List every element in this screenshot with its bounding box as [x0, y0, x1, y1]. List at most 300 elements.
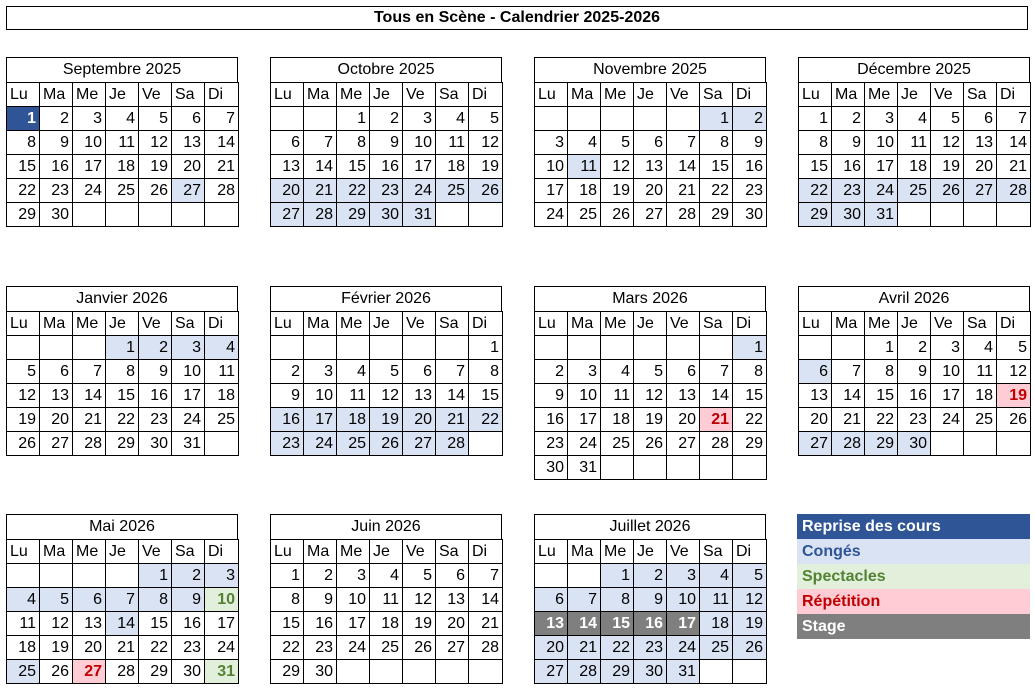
empty-cell: [172, 203, 205, 227]
day-cell: 28: [832, 432, 865, 456]
day-cell: 5: [931, 107, 964, 131]
day-cell: 19: [997, 384, 1031, 408]
day-cell: 25: [7, 660, 40, 684]
empty-cell: [73, 336, 106, 360]
empty-cell: [634, 456, 667, 480]
day-cell: 3: [865, 107, 898, 131]
day-cell: 20: [535, 636, 568, 660]
day-cell: 28: [667, 203, 700, 227]
day-cell: 28: [73, 432, 106, 456]
weekday-header: Sa: [964, 312, 997, 336]
day-cell: 12: [7, 384, 40, 408]
month-title: Octobre 2025: [270, 57, 502, 82]
weekday-header: Je: [370, 540, 403, 564]
empty-cell: [601, 456, 634, 480]
day-cell: 7: [997, 107, 1031, 131]
day-cell: 4: [964, 336, 997, 360]
legend-spectacles: Spectacles: [797, 564, 1030, 589]
day-cell: 15: [601, 612, 634, 636]
day-cell: 29: [139, 660, 172, 684]
weekday-header: Me: [865, 83, 898, 107]
weekday-header: Ma: [832, 83, 865, 107]
day-cell: 8: [271, 588, 304, 612]
weekday-header: Ma: [40, 312, 73, 336]
weekday-header: Di: [469, 83, 503, 107]
day-cell: 30: [139, 432, 172, 456]
day-cell: 23: [370, 179, 403, 203]
month-title: Novembre 2025: [534, 57, 766, 82]
weekday-header: Ve: [139, 540, 172, 564]
day-cell: 3: [205, 564, 239, 588]
empty-cell: [568, 107, 601, 131]
empty-cell: [535, 336, 568, 360]
day-cell: 22: [271, 636, 304, 660]
day-cell: 27: [634, 203, 667, 227]
empty-cell: [73, 203, 106, 227]
day-cell: 8: [733, 360, 767, 384]
empty-cell: [436, 660, 469, 684]
day-cell: 3: [304, 360, 337, 384]
day-cell: 2: [832, 107, 865, 131]
legend-stage: Stage: [797, 614, 1030, 639]
empty-cell: [337, 660, 370, 684]
day-cell: 7: [469, 564, 503, 588]
weekday-header: Je: [370, 83, 403, 107]
day-cell: 26: [7, 432, 40, 456]
day-cell: 7: [568, 588, 601, 612]
day-cell: 26: [601, 203, 634, 227]
empty-cell: [667, 456, 700, 480]
day-cell: 15: [337, 155, 370, 179]
day-cell: 21: [436, 408, 469, 432]
day-cell: 8: [601, 588, 634, 612]
weekday-header: Ma: [304, 83, 337, 107]
month-title: Février 2026: [270, 286, 502, 311]
legend: [797, 514, 1030, 639]
month-block: [6, 286, 238, 456]
day-cell: 3: [667, 564, 700, 588]
day-cell: 17: [172, 384, 205, 408]
empty-cell: [403, 660, 436, 684]
day-cell: 22: [106, 408, 139, 432]
empty-cell: [40, 336, 73, 360]
weekday-header: Je: [634, 540, 667, 564]
day-cell: 8: [469, 360, 503, 384]
day-cell: 14: [469, 588, 503, 612]
month-title: Mars 2026: [534, 286, 766, 311]
weekday-header: Ma: [832, 312, 865, 336]
day-cell: 5: [733, 564, 767, 588]
empty-cell: [106, 564, 139, 588]
empty-cell: [73, 564, 106, 588]
weekday-header: Je: [106, 540, 139, 564]
day-cell: 6: [634, 131, 667, 155]
day-cell: 7: [106, 588, 139, 612]
day-cell: 27: [73, 660, 106, 684]
day-cell: 17: [865, 155, 898, 179]
weekday-header: Me: [601, 540, 634, 564]
legend-repetition: Répétition: [797, 589, 1030, 614]
month-title: Décembre 2025: [798, 57, 1030, 82]
day-cell: 28: [469, 636, 503, 660]
weekday-header: Di: [733, 540, 767, 564]
day-cell: 30: [634, 660, 667, 684]
day-cell: 6: [436, 564, 469, 588]
weekday-header: Me: [73, 312, 106, 336]
weekday-header: Lu: [7, 540, 40, 564]
day-cell: 2: [370, 107, 403, 131]
day-cell: 9: [40, 131, 73, 155]
day-cell: 8: [799, 131, 832, 155]
day-cell: 1: [469, 336, 503, 360]
weekday-header: Di: [205, 312, 239, 336]
day-cell: 26: [997, 408, 1031, 432]
day-cell: 31: [568, 456, 601, 480]
day-cell: 27: [436, 636, 469, 660]
day-cell: 8: [139, 588, 172, 612]
day-cell: 29: [7, 203, 40, 227]
day-cell: 9: [304, 588, 337, 612]
month-block: [534, 514, 766, 684]
day-cell: 4: [205, 336, 239, 360]
day-cell: 22: [139, 636, 172, 660]
day-cell: 31: [667, 660, 700, 684]
day-cell: 9: [139, 360, 172, 384]
weekday-header: Me: [865, 312, 898, 336]
day-cell: 20: [667, 408, 700, 432]
empty-cell: [469, 203, 503, 227]
day-cell: 28: [205, 179, 239, 203]
day-cell: 19: [469, 155, 503, 179]
weekday-header: Ve: [667, 540, 700, 564]
day-cell: 5: [7, 360, 40, 384]
empty-cell: [832, 336, 865, 360]
empty-cell: [205, 203, 239, 227]
weekday-header: Me: [73, 540, 106, 564]
weekday-header: Sa: [436, 540, 469, 564]
day-cell: 1: [865, 336, 898, 360]
day-cell: 3: [535, 131, 568, 155]
empty-cell: [106, 203, 139, 227]
day-cell: 27: [667, 432, 700, 456]
empty-cell: [898, 203, 931, 227]
day-cell: 21: [568, 636, 601, 660]
day-cell: 11: [205, 360, 239, 384]
day-cell: 10: [73, 131, 106, 155]
weekday-header: Je: [370, 312, 403, 336]
empty-cell: [601, 107, 634, 131]
day-cell: 29: [865, 432, 898, 456]
day-cell: 1: [733, 336, 767, 360]
day-cell: 14: [997, 131, 1031, 155]
day-cell: 3: [931, 336, 964, 360]
day-cell: 12: [40, 612, 73, 636]
month-block: [6, 514, 238, 684]
empty-cell: [403, 336, 436, 360]
day-cell: 10: [403, 131, 436, 155]
month-title: Juin 2026: [270, 514, 502, 539]
day-cell: 13: [535, 612, 568, 636]
day-cell: 12: [733, 588, 767, 612]
weekday-header: Me: [601, 312, 634, 336]
day-cell: 30: [304, 660, 337, 684]
day-cell: 6: [172, 107, 205, 131]
day-cell: 2: [898, 336, 931, 360]
day-cell: 29: [271, 660, 304, 684]
month-title: Mai 2026: [6, 514, 238, 539]
day-cell: 5: [601, 131, 634, 155]
day-cell: 14: [73, 384, 106, 408]
empty-cell: [535, 107, 568, 131]
weekday-header: Me: [337, 83, 370, 107]
day-cell: 17: [73, 155, 106, 179]
day-cell: 16: [535, 408, 568, 432]
day-cell: 1: [271, 564, 304, 588]
empty-cell: [469, 660, 503, 684]
day-cell: 25: [106, 179, 139, 203]
legend-reprise: Reprise des cours: [797, 514, 1030, 539]
day-cell: 7: [700, 360, 733, 384]
weekday-header: Me: [337, 312, 370, 336]
day-cell: 2: [304, 564, 337, 588]
weekday-header: Ma: [40, 540, 73, 564]
day-cell: 20: [403, 408, 436, 432]
weekday-header: Sa: [436, 83, 469, 107]
day-cell: 9: [832, 131, 865, 155]
day-cell: 24: [535, 203, 568, 227]
empty-cell: [931, 432, 964, 456]
day-cell: 24: [865, 179, 898, 203]
day-cell: 19: [634, 408, 667, 432]
weekday-header: Di: [469, 540, 503, 564]
day-cell: 30: [733, 203, 767, 227]
weekday-header: Je: [898, 83, 931, 107]
day-cell: 24: [403, 179, 436, 203]
weekday-header: Me: [601, 83, 634, 107]
day-cell: 22: [865, 408, 898, 432]
day-cell: 15: [799, 155, 832, 179]
day-cell: 1: [337, 107, 370, 131]
weekday-header: Je: [106, 312, 139, 336]
day-cell: 2: [535, 360, 568, 384]
day-cell: 26: [469, 179, 503, 203]
day-cell: 25: [205, 408, 239, 432]
day-cell: 4: [898, 107, 931, 131]
day-cell: 16: [40, 155, 73, 179]
day-cell: 17: [205, 612, 239, 636]
day-cell: 19: [7, 408, 40, 432]
weekday-header: Ma: [568, 83, 601, 107]
day-cell: 16: [271, 408, 304, 432]
empty-cell: [271, 107, 304, 131]
empty-cell: [997, 203, 1031, 227]
day-cell: 18: [568, 179, 601, 203]
day-cell: 25: [370, 636, 403, 660]
weekday-header: Ma: [304, 540, 337, 564]
day-cell: 18: [205, 384, 239, 408]
month-block: [534, 57, 766, 227]
day-cell: 31: [205, 660, 239, 684]
day-cell: 9: [172, 588, 205, 612]
day-cell: 15: [700, 155, 733, 179]
day-cell: 13: [271, 155, 304, 179]
day-cell: 31: [403, 203, 436, 227]
day-cell: 30: [172, 660, 205, 684]
day-cell: 23: [535, 432, 568, 456]
day-cell: 26: [634, 432, 667, 456]
day-cell: 20: [634, 179, 667, 203]
day-cell: 10: [205, 588, 239, 612]
weekday-header: Ma: [40, 83, 73, 107]
day-cell: 19: [370, 408, 403, 432]
day-cell: 8: [865, 360, 898, 384]
day-cell: 28: [436, 432, 469, 456]
day-cell: 31: [172, 432, 205, 456]
day-cell: 22: [700, 179, 733, 203]
day-cell: 18: [370, 612, 403, 636]
day-cell: 15: [106, 384, 139, 408]
day-cell: 13: [40, 384, 73, 408]
day-cell: 21: [832, 408, 865, 432]
empty-cell: [931, 203, 964, 227]
day-cell: 8: [337, 131, 370, 155]
empty-cell: [469, 432, 503, 456]
weekday-header: Sa: [700, 83, 733, 107]
day-cell: 18: [964, 384, 997, 408]
day-cell: 21: [667, 179, 700, 203]
weekday-header: Sa: [700, 540, 733, 564]
empty-cell: [436, 336, 469, 360]
empty-cell: [634, 336, 667, 360]
day-cell: 24: [667, 636, 700, 660]
day-cell: 12: [634, 384, 667, 408]
month-title: Avril 2026: [798, 286, 1030, 311]
day-cell: 29: [106, 432, 139, 456]
day-cell: 29: [799, 203, 832, 227]
day-cell: 4: [700, 564, 733, 588]
day-cell: 5: [634, 360, 667, 384]
day-cell: 13: [667, 384, 700, 408]
day-cell: 6: [403, 360, 436, 384]
day-cell: 3: [403, 107, 436, 131]
day-cell: 13: [73, 612, 106, 636]
day-cell: 20: [436, 612, 469, 636]
empty-cell: [799, 336, 832, 360]
day-cell: 4: [601, 360, 634, 384]
empty-cell: [700, 456, 733, 480]
day-cell: 31: [865, 203, 898, 227]
day-cell: 13: [964, 131, 997, 155]
day-cell: 25: [898, 179, 931, 203]
weekday-header: Ma: [568, 540, 601, 564]
weekday-header: Je: [106, 83, 139, 107]
weekday-header: Ve: [139, 312, 172, 336]
empty-cell: [139, 203, 172, 227]
day-cell: 9: [634, 588, 667, 612]
day-cell: 18: [436, 155, 469, 179]
empty-cell: [535, 564, 568, 588]
weekday-header: Je: [634, 312, 667, 336]
month-block: [798, 57, 1030, 227]
weekday-header: Di: [205, 540, 239, 564]
day-cell: 23: [733, 179, 767, 203]
day-cell: 12: [601, 155, 634, 179]
day-cell: 1: [7, 107, 40, 131]
day-cell: 2: [634, 564, 667, 588]
day-cell: 5: [997, 336, 1031, 360]
day-cell: 20: [799, 408, 832, 432]
day-cell: 5: [469, 107, 503, 131]
empty-cell: [205, 432, 239, 456]
day-cell: 16: [634, 612, 667, 636]
day-cell: 7: [436, 360, 469, 384]
day-cell: 24: [73, 179, 106, 203]
day-cell: 19: [403, 612, 436, 636]
weekday-header: Di: [997, 312, 1031, 336]
day-cell: 29: [733, 432, 767, 456]
weekday-header: Lu: [799, 312, 832, 336]
day-cell: 1: [700, 107, 733, 131]
day-cell: 28: [568, 660, 601, 684]
day-cell: 25: [964, 408, 997, 432]
empty-cell: [304, 336, 337, 360]
day-cell: 15: [865, 384, 898, 408]
empty-cell: [7, 336, 40, 360]
legend-conges: Congés: [797, 539, 1030, 564]
weekday-header: Ve: [931, 312, 964, 336]
day-cell: 10: [931, 360, 964, 384]
day-cell: 5: [403, 564, 436, 588]
day-cell: 18: [106, 155, 139, 179]
month-title: Septembre 2025: [6, 57, 238, 82]
day-cell: 28: [700, 432, 733, 456]
weekday-header: Ma: [568, 312, 601, 336]
day-cell: 2: [40, 107, 73, 131]
day-cell: 23: [172, 636, 205, 660]
day-cell: 11: [898, 131, 931, 155]
day-cell: 3: [172, 336, 205, 360]
day-cell: 25: [337, 432, 370, 456]
day-cell: 13: [172, 131, 205, 155]
empty-cell: [370, 660, 403, 684]
day-cell: 27: [799, 432, 832, 456]
empty-cell: [667, 107, 700, 131]
day-cell: 18: [601, 408, 634, 432]
day-cell: 29: [601, 660, 634, 684]
weekday-header: Sa: [700, 312, 733, 336]
day-cell: 13: [799, 384, 832, 408]
day-cell: 26: [370, 432, 403, 456]
day-cell: 16: [172, 612, 205, 636]
day-cell: 23: [271, 432, 304, 456]
day-cell: 21: [700, 408, 733, 432]
day-cell: 12: [469, 131, 503, 155]
day-cell: 19: [40, 636, 73, 660]
day-cell: 16: [898, 384, 931, 408]
day-cell: 7: [73, 360, 106, 384]
day-cell: 19: [931, 155, 964, 179]
day-cell: 10: [535, 155, 568, 179]
day-cell: 14: [700, 384, 733, 408]
day-cell: 17: [568, 408, 601, 432]
empty-cell: [370, 336, 403, 360]
day-cell: 10: [568, 384, 601, 408]
day-cell: 14: [568, 612, 601, 636]
day-cell: 7: [304, 131, 337, 155]
empty-cell: [733, 660, 767, 684]
month-block: [6, 57, 238, 227]
empty-cell: [964, 432, 997, 456]
